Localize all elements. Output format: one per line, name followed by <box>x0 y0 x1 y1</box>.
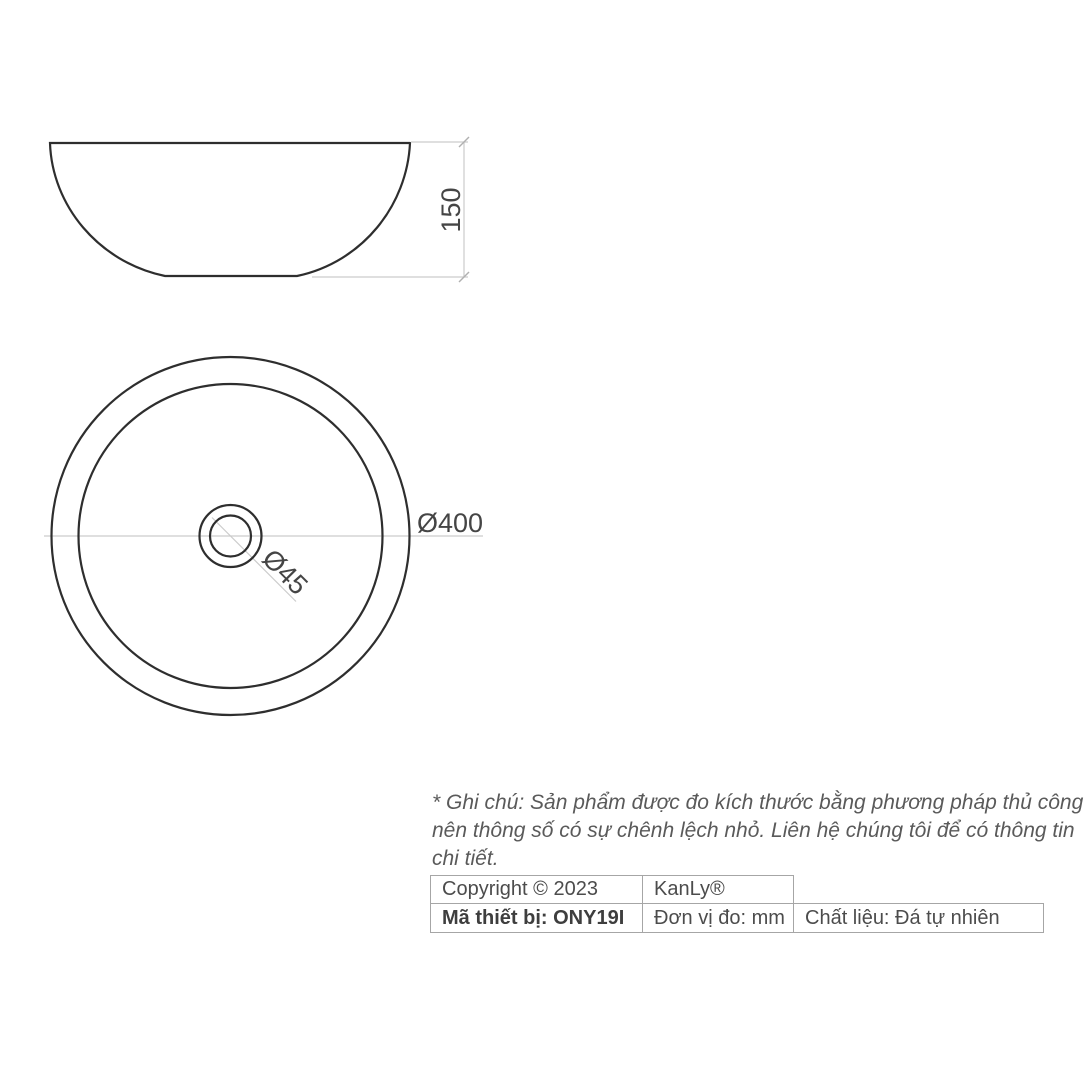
basin-side-view-outline <box>50 143 410 276</box>
measurement-note <box>432 789 1083 873</box>
table-row <box>430 875 1044 904</box>
height-dimension-label: 150 <box>436 187 466 233</box>
product-info-table <box>430 875 1044 933</box>
material-cell: Chất liệu: Đá tự nhiên <box>793 903 1044 933</box>
measurement-note-line: * Ghi chú: Sản phẩm được đo kích thước bằng phương pháp thủ công <box>432 791 1084 814</box>
brand-cell: KanLy® <box>642 875 794 904</box>
device-code-cell: Mã thiết bị: ONY19I <box>430 903 643 933</box>
measurement-note-line: nên thông số có sự chênh lệch nhỏ. Liên hệ chúng tôi để có thông tin <box>432 819 1075 842</box>
outer-diameter-label: Ø400 <box>417 508 484 538</box>
unit-cell: Đơn vị đo: mm <box>642 903 794 933</box>
measurement-note-line: chi tiết. <box>432 847 499 870</box>
table-row <box>430 903 1044 933</box>
copyright-cell: Copyright © 2023 <box>430 875 643 904</box>
drain-diameter-label: Ø45 <box>256 543 314 601</box>
